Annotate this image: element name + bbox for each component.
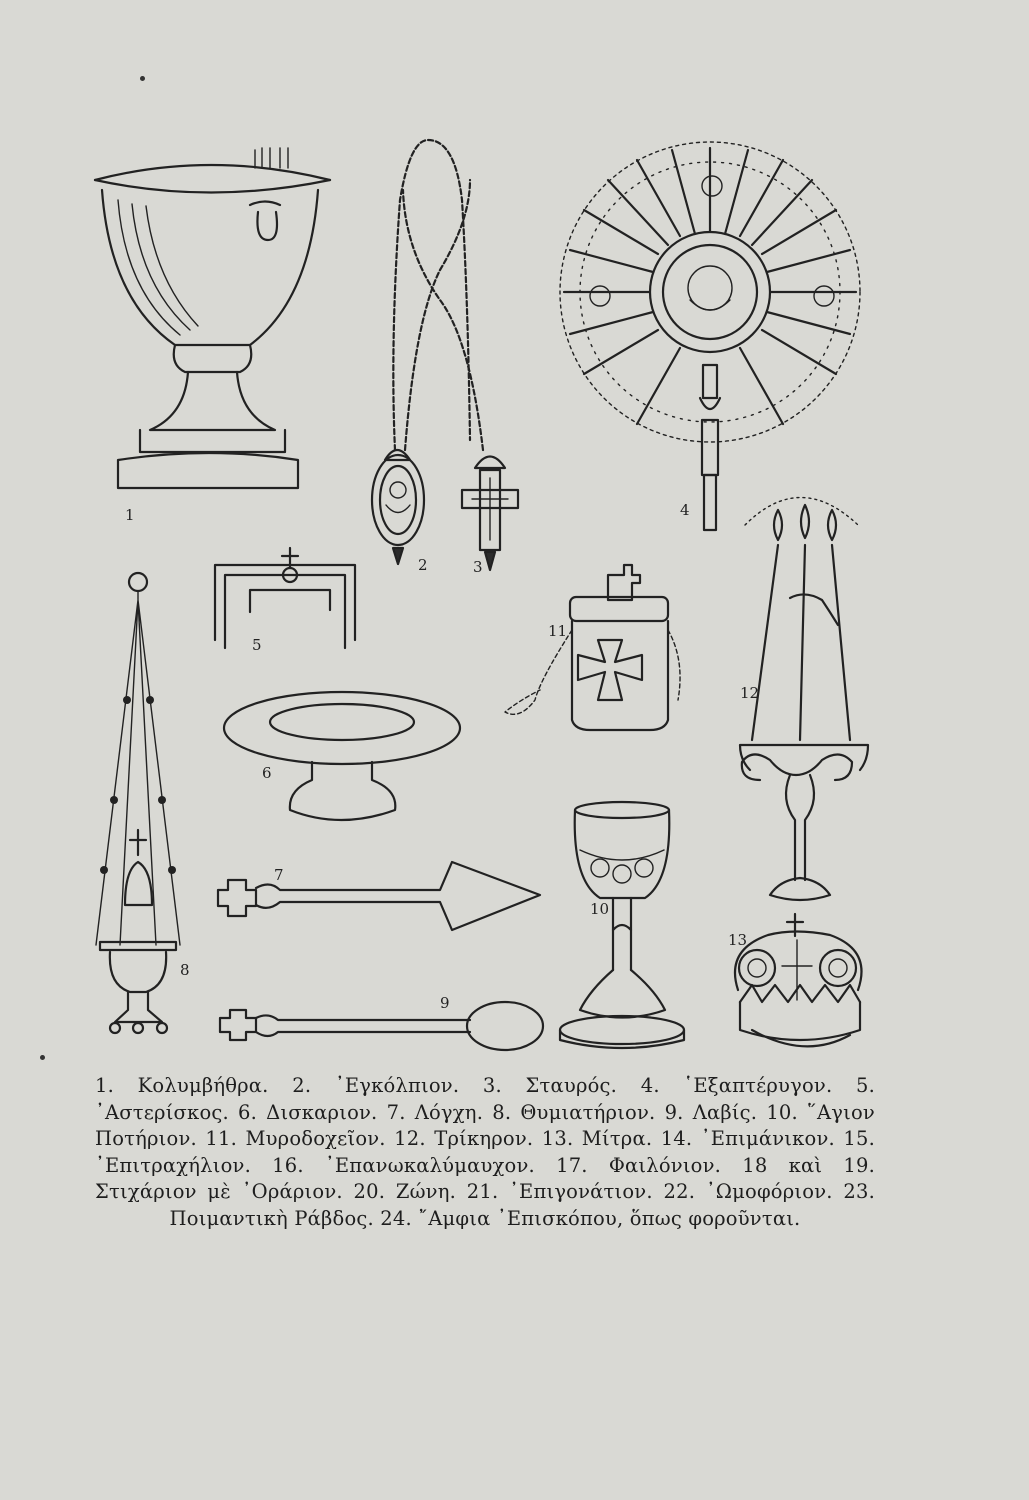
diskarion-paten-illustration <box>224 692 460 820</box>
item-number-2: 2 <box>418 556 428 574</box>
lance-illustration <box>218 862 540 930</box>
chrism-vessel-illustration <box>505 565 680 730</box>
mitre-illustration <box>735 914 862 1046</box>
asteriskos-illustration <box>215 548 355 648</box>
item-number-10: 10 <box>590 900 610 918</box>
item-number-1: 1 <box>125 506 135 524</box>
engolpion-illustration <box>372 140 483 564</box>
baptismal-font-illustration <box>95 148 330 488</box>
item-number-3: 3 <box>473 558 483 576</box>
exapteryga-fan-illustration <box>560 142 860 530</box>
item-number-12: 12 <box>740 684 760 702</box>
item-number-6: 6 <box>262 764 272 782</box>
item-number-5: 5 <box>252 636 262 654</box>
trikirion-illustration <box>740 498 868 901</box>
plate-caption: 1. Κολυμβήθρα. 2. ᾿Εγκόλπιον. 3. Σταυρός. 4. ῾Εξαπτέρυγον. 5. ᾿Αστερίσκος. 6. Δισκαριον. 7. Λόγχη. 8. Θυμιατήριον. 9. Λαβίς. 10. ῞Αγιον Ποτήριον. 11. Μυροδοχεῖον. 12. Τρίκηρον. 13. Μίτρα. 14. ᾿Επιμάνικον. 15. ᾿Επιτραχήλιον. 16. ᾿Επανωκαλύμαυχον. 17. Φαιλόνιον. 18 καὶ 19. Στιχάριον μὲ ᾿Οράριον. 20. Ζώνη. 21. ᾿Επιγονάτιον. 22. ᾿Ωμοφόριον. 23. Ποιμαντικὴ Ράβδος. 24. ῎Αμφια ᾿Επισκόπου, ὅπως φοροῦνται. <box>95 1074 875 1230</box>
item-number-13: 13 <box>728 931 748 949</box>
item-number-9: 9 <box>440 994 450 1012</box>
item-number-8: 8 <box>180 961 190 979</box>
censer-illustration <box>96 573 180 1033</box>
item-number-4: 4 <box>680 501 690 519</box>
print-speck <box>140 76 145 81</box>
labis-spoon-illustration <box>220 1002 543 1050</box>
print-speck <box>40 1055 45 1060</box>
item-number-11: 11 <box>548 622 568 640</box>
item-number-7: 7 <box>274 866 284 884</box>
holy-chalice-illustration <box>560 802 684 1048</box>
pectoral-cross-illustration <box>462 457 518 571</box>
